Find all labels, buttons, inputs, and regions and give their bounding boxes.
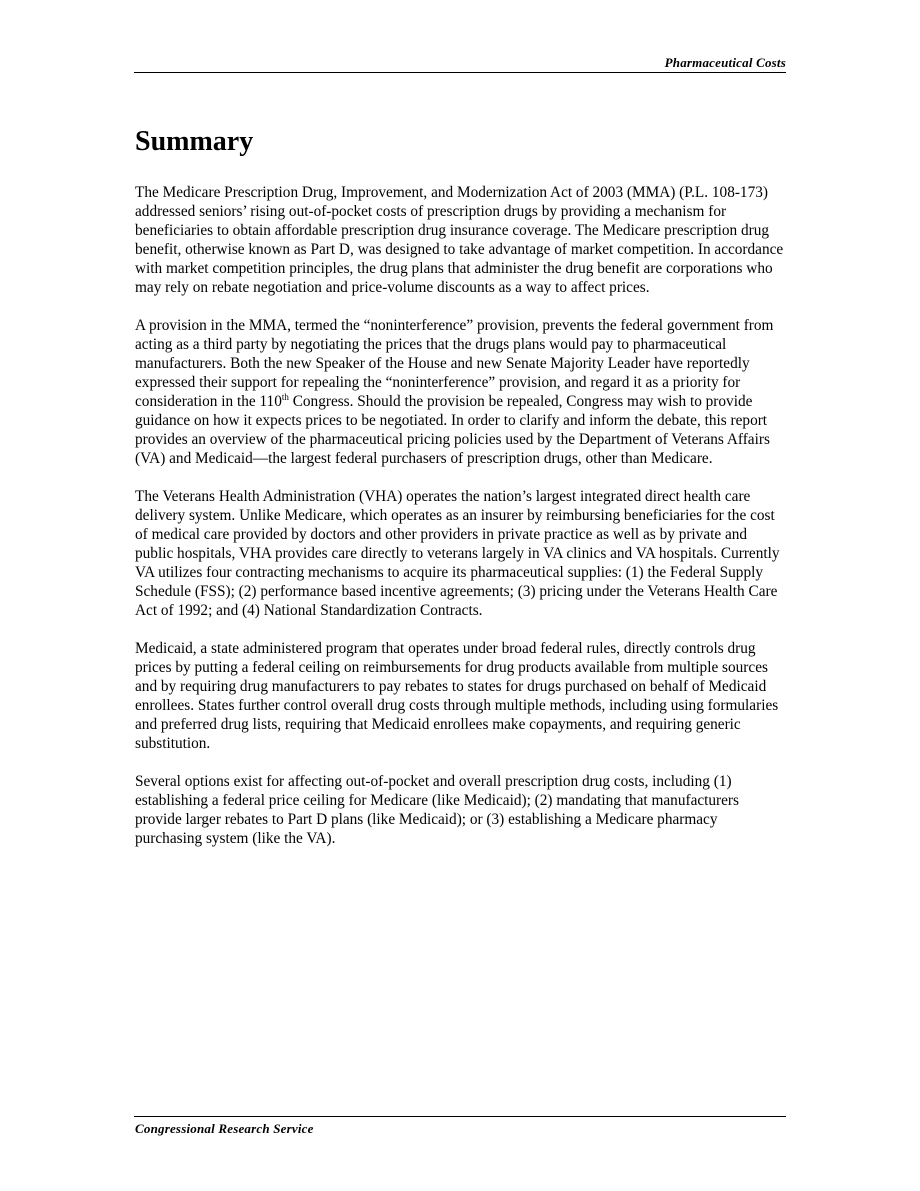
footer-publisher: Congressional Research Service [135, 1121, 314, 1136]
running-header-title: Pharmaceutical Costs [664, 55, 786, 70]
paragraph-noninterference [135, 316, 787, 468]
running-footer [134, 1116, 786, 1136]
ordinal-superscript: th [281, 392, 289, 402]
paragraph-noninterference-part2: Congress. Should the provision be repealed, Congress may wish to provide guidance on how it expects prices to be negotiated. In order to clarify and inform the debate, this report provides an overview of the pharmaceutical pricing policies used by the Department of Veterans Affairs (VA) and Medicaid—the largest federal purchasers of prescription drugs, other than Medicare. [135, 393, 770, 467]
running-header [134, 56, 786, 73]
paragraph-noninterference-part1: A provision in the MMA, termed the “noninterference” provision, prevents the federal government from acting as a third party by negotiating the prices that the drugs plans would pay to pharmaceutical manufacturers. Both the new Speaker of the House and new Senate Majority Leader have reportedly expressed their support for repealing the “noninterference” provision, and regard it as a priority for consideration in the 110 [135, 317, 774, 410]
paragraph-vha: The Veterans Health Administration (VHA) operates the nation’s largest integrated direct health care delivery system. Unlike Medicare, which operates as an insurer by reimbursing beneficiaries for the cost of medical care provided by doctors and other providers in private practice as well as by private and public hospitals, VHA provides care directly to veterans largely in VA clinics and VA hospitals. Currently VA utilizes four contracting mechanisms to acquire its pharmaceutical supplies: (1) the Federal Supply Schedule (FSS); (2) performance based incentive agreements; (3) pricing under the Veterans Health Care Act of 1992; and (4) National Standardization Contracts. [135, 488, 780, 619]
page-content [135, 122, 787, 867]
paragraph-mma-overview: The Medicare Prescription Drug, Improvement, and Modernization Act of 2003 (MMA) (P.L. 108-173) addressed seniors’ rising out-of-pocket costs of prescription drugs by providing a mechanism for beneficiaries to obtain affordable prescription drug insurance coverage. The Medicare prescription drug benefit, otherwise known as Part D, was designed to take advantage of market competition. In accordance with market competition principles, the drug plans that administer the drug benefit are corporations who may rely on rebate negotiation and price-volume discounts as a way to affect prices. [135, 184, 784, 296]
paragraph-options: Several options exist for affecting out-of-pocket and overall prescription drug costs, including (1) establishing a federal price ceiling for Medicare (like Medicaid); (2) mandating that manufacturers provide larger rebates to Part D plans (like Medicaid); or (3) establishing a Medicare pharmacy purchasing system (like the VA). [135, 773, 739, 847]
paragraph-medicaid: Medicaid, a state administered program that operates under broad federal rules, directly controls drug prices by putting a federal ceiling on reimbursements for drug products available from multiple sources and by requiring drug manufacturers to pay rebates to states for drugs purchased on behalf of Medicaid enrollees. States further control overall drug costs through multiple methods, including using formularies and preferred drug lists, requiring that Medicaid enrollees make copayments, and requiring generic substitution. [135, 640, 779, 752]
section-heading: Summary [135, 126, 254, 157]
